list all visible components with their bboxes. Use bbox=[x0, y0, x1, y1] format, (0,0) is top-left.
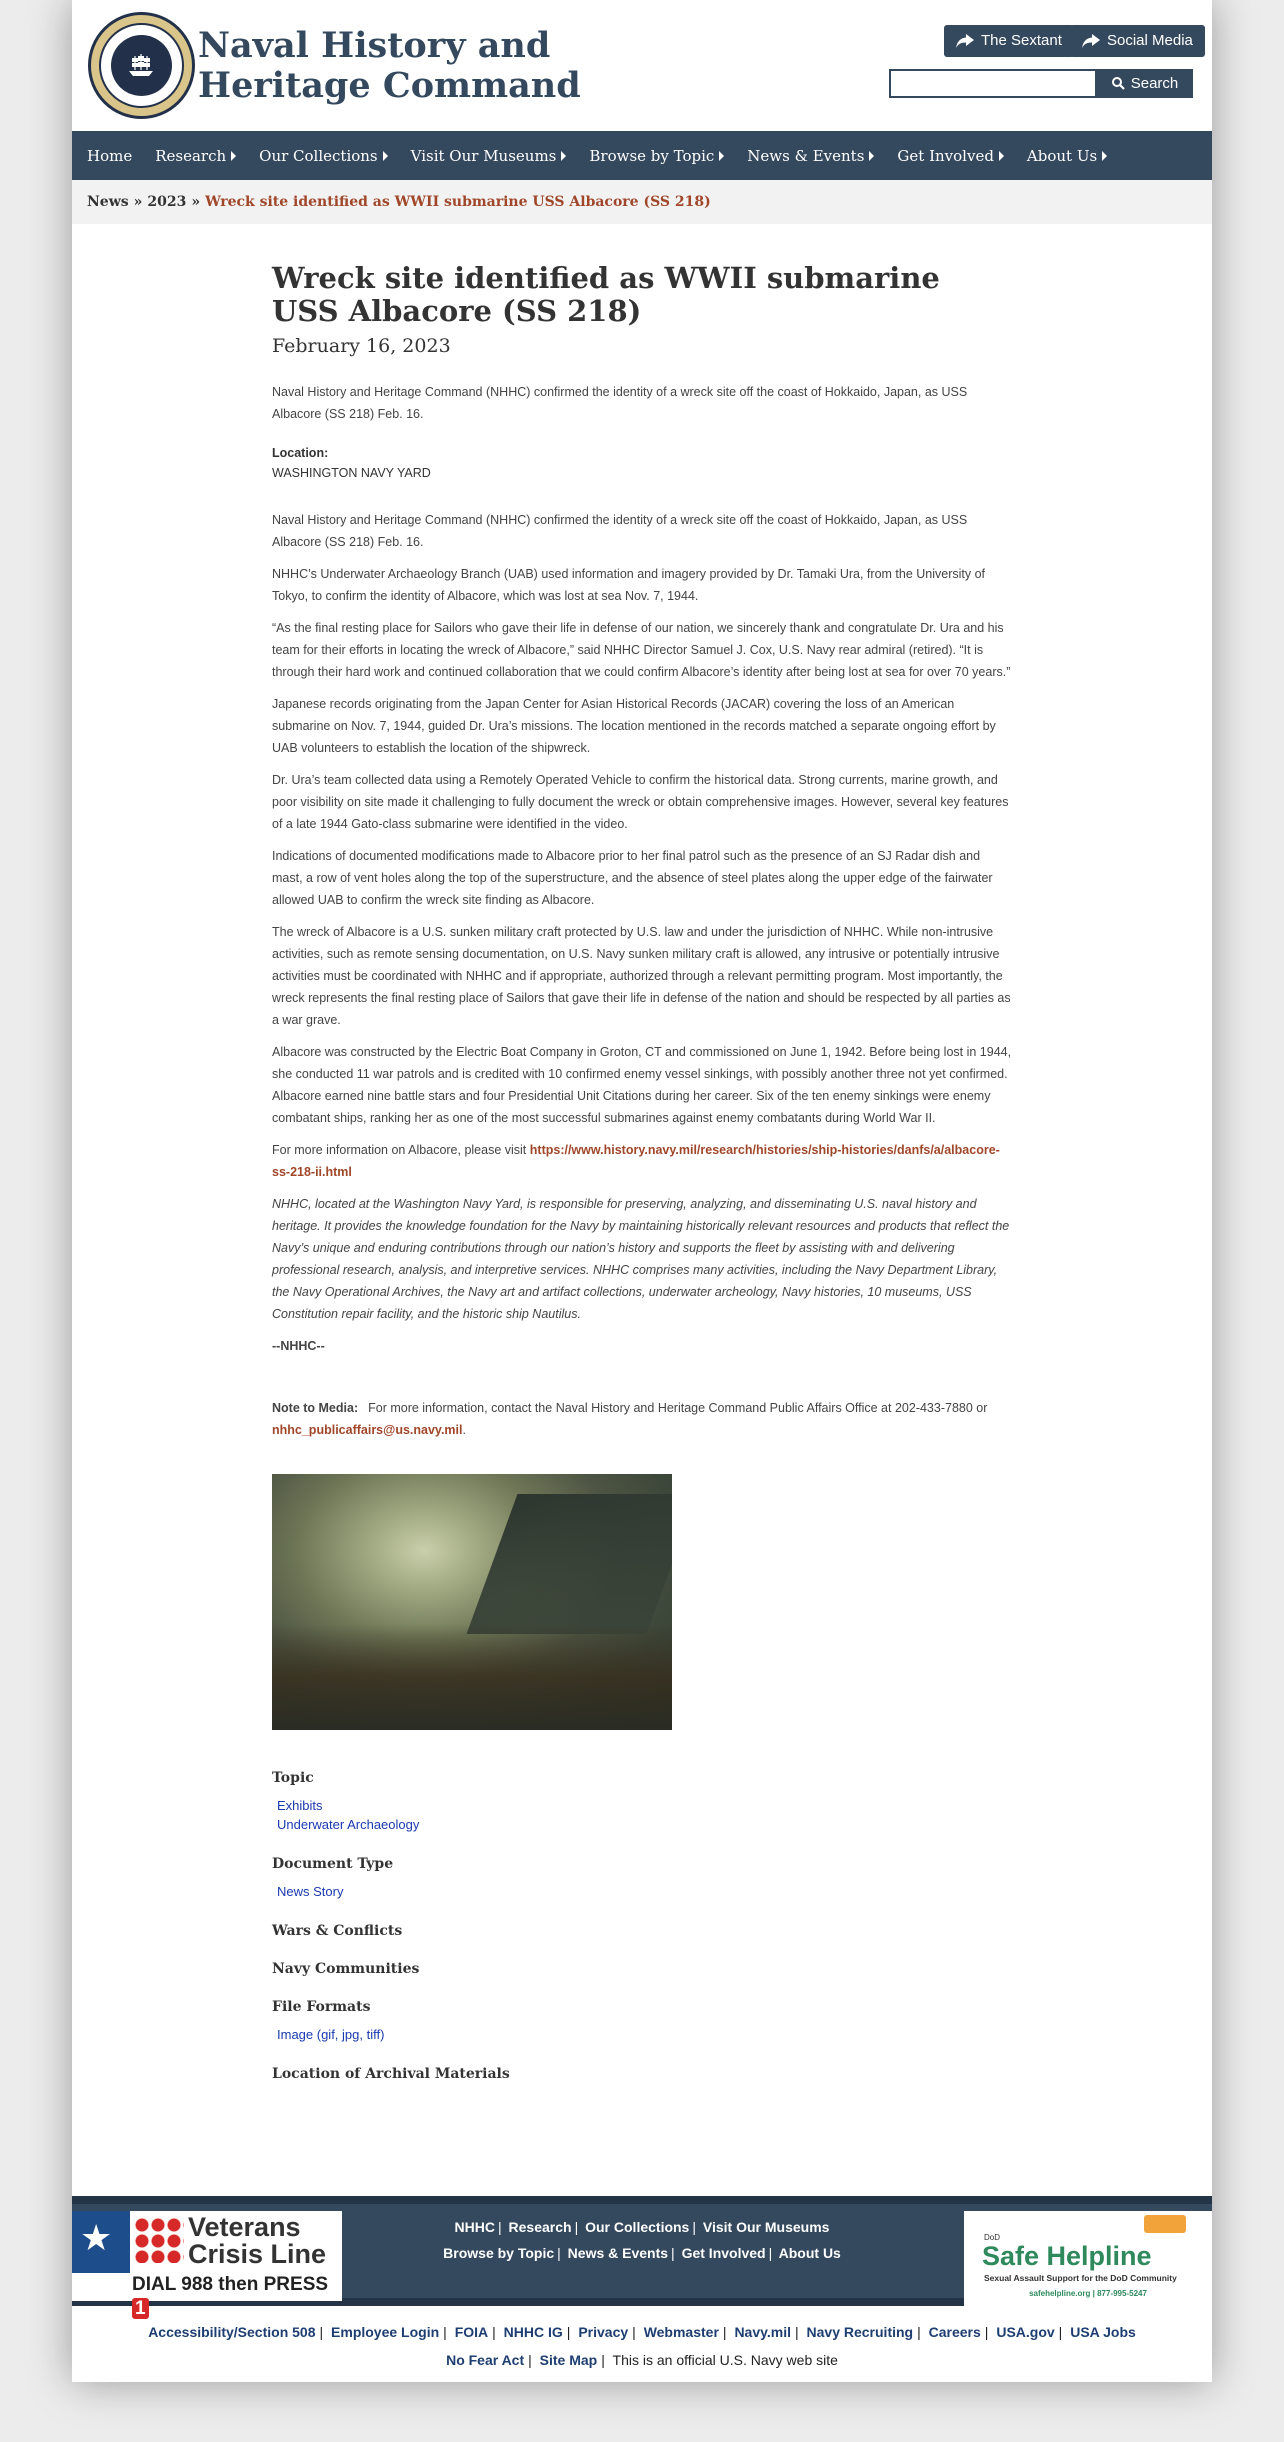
search-icon bbox=[1112, 77, 1125, 90]
search-button-label: Search bbox=[1130, 75, 1179, 92]
location-value: WASHINGTON NAVY YARD bbox=[272, 466, 431, 480]
wreck-photo[interactable] bbox=[272, 1474, 672, 1730]
signoff: --NHHC-- bbox=[272, 1339, 325, 1353]
dots-graphic bbox=[134, 2217, 184, 2263]
topic-link-underwater-archaeology[interactable]: Underwater Archaeology bbox=[277, 1817, 420, 1832]
ship-icon bbox=[127, 53, 155, 77]
article bbox=[272, 262, 1012, 2092]
footer-link-news-events[interactable]: News & Events bbox=[567, 2245, 669, 2261]
topic-heading: Topic bbox=[272, 1770, 314, 1786]
caret-right-icon bbox=[999, 151, 1004, 161]
about-nhhc: NHHC, located at the Washington Navy Yard, is responsible for preserving, analyzing, and disseminating U.S. naval history and heritage. It provides the knowledge foundation for the Navy by maintaining historically relevant resources and products that reflect the Navy’s unique and enduring contributions through our nation’s history and supports the fleet by assisting with and delivering professional research, analysis, and interpretive services. NHHC comprises many activities, including the Navy Department Library, the Navy Operational Archives, the Navy art and artifact collections, underwater archeology, Navy histories, 10 museums, USS Constitution repair facility, and the historic ship Nautilus. bbox=[272, 1197, 1010, 1321]
nav-item-visit-our-museums[interactable]: Visit Our Museums bbox=[411, 147, 567, 165]
breadcrumb: News » 2023 » Wreck site identified as WWII submarine USS Albacore (SS 218) bbox=[72, 180, 1212, 224]
veterans-crisis-line-banner[interactable]: ★ Veterans Crisis Line DIAL 988 then PRESS 1 bbox=[72, 2211, 342, 2301]
article-paragraph: Dr. Ura’s team collected data using a Remotely Operated Vehicle to confirm the historical data. Strong currents, marine growth, and poor visibility on site made it challenging to fully document the wreck or obtain comprehensive images. However, several key features of a late 1944 Gato-class submarine were identified in the video. bbox=[272, 773, 1009, 831]
footer-link-our-collections[interactable]: Our Collections bbox=[585, 2219, 690, 2235]
footer-nav: NHHC | Research | Our Collections | Visit Our Museums Browse by Topic | News & Events | Get Involved | About Us bbox=[443, 2219, 841, 2261]
albacore-history-link[interactable]: https://www.history.navy.mil/research/histories/ship-histories/danfs/a/albacore-ss-218-ii.html bbox=[272, 1143, 1000, 1179]
search-button[interactable] bbox=[1097, 69, 1193, 98]
navy-communities-heading: Navy Communities bbox=[272, 1961, 420, 1977]
legal-link-accessibility[interactable]: Accessibility/Section 508 bbox=[148, 2324, 316, 2340]
footer-link-visit-our-museums[interactable]: Visit Our Museums bbox=[702, 2219, 830, 2235]
footer-bar bbox=[72, 2196, 1212, 2319]
search-input[interactable] bbox=[889, 69, 1097, 98]
legal-link-no-fear-act[interactable]: No Fear Act bbox=[446, 2352, 525, 2368]
caret-right-icon bbox=[561, 151, 566, 161]
caret-right-icon bbox=[231, 151, 236, 161]
article-paragraph: NHHC’s Underwater Archaeology Branch (UAB) used information and imagery provided by Dr. Tamaki Ura, from the University of Tokyo, to confirm the identity of Albacore, which was lost at sea Nov. 7, 1944. bbox=[272, 567, 986, 603]
safe-helpline-banner[interactable]: DoD Safe Helpline Sexual Assault Support for the DoD Community safehelpline.org | 877-995-5247 bbox=[964, 2211, 1212, 2307]
note-to-media: Note to Media: For more information, contact the Naval History and Heritage Command Public Affairs Office at 202-433-7880 or nhhc_publicaffairs@us.navy.mil. bbox=[272, 1401, 988, 1437]
article-paragraph: Japanese records originating from the Japan Center for Asian Historical Records (JACAR) covering the loss of an American submarine on Nov. 7, 1944, guided Dr. Ura’s missions. The location mentioned in the records matched a separate ongoing effort by UAB volunteers to establish the location of the shipwreck. bbox=[272, 697, 996, 755]
location-label: Location: bbox=[272, 446, 329, 460]
article-title: Wreck site identified as WWII submarine USS Albacore (SS 218) bbox=[272, 261, 940, 328]
legal-link-navy-recruiting[interactable]: Navy Recruiting bbox=[806, 2324, 914, 2340]
legal-link-privacy[interactable]: Privacy bbox=[578, 2324, 629, 2340]
article-paragraph: The wreck of Albacore is a U.S. sunken military craft protected by U.S. law and under the jurisdiction of NHHC. While non-intrusive activities, such as remote sensing documentation, on U.S. Navy sunken military craft is allowed, any intrusive or potentially intrusive activities must be coordinated with NHHC and if appropriate, authorized through a relevant permitting program. Most importantly, the wreck represents the final resting place of Sailors that gave their life in defense of the nation and should be respected by all parties as a war grave. bbox=[272, 925, 1011, 1027]
share-arrow-icon bbox=[1082, 34, 1100, 48]
public-affairs-email-link[interactable]: nhhc_publicaffairs@us.navy.mil bbox=[272, 1423, 463, 1437]
topic-link-exhibits[interactable]: Exhibits bbox=[277, 1798, 323, 1813]
legal-links: Accessibility/Section 508 | Employee Login | FOIA | NHHC IG | Privacy | Webmaster | Navy.mil | Navy Recruiting | Careers | USA.gov | USA Jobs No Fear Act | Site Map | This is an official U.S. Navy web site bbox=[148, 2324, 1136, 2368]
main-nav bbox=[72, 131, 1212, 180]
document-type-heading: Document Type bbox=[272, 1856, 394, 1872]
nav-item-our-collections[interactable]: Our Collections bbox=[259, 147, 388, 165]
legal-link-usa-jobs[interactable]: USA Jobs bbox=[1070, 2324, 1136, 2340]
article-paragraph: “As the final resting place for Sailors who gave their life in defense of our nation, we sincerely thank and congratulate Dr. Ura and his team for their efforts in locating the wreck of Albacore,” said NHHC Director Samuel J. Cox, U.S. Navy rear admiral (retired). “It is through their hard work and continued collaboration that we could confirm Albacore’s identity after being lost at sea for over 70 years.” bbox=[272, 621, 1011, 679]
nav-item-news-events[interactable]: News & Events bbox=[747, 147, 874, 165]
article-lead: Naval History and Heritage Command (NHHC) confirmed the identity of a wreck site off the coast of Hokkaido, Japan, as USS Albacore (SS 218) Feb. 16. bbox=[272, 385, 968, 421]
format-link-image[interactable]: Image (gif, jpg, tiff) bbox=[277, 2027, 385, 2042]
nav-item-about-us[interactable]: About Us bbox=[1027, 147, 1107, 165]
sextant-button-label: The Sextant bbox=[981, 32, 1062, 49]
speech-bubble-icon bbox=[1144, 2215, 1186, 2233]
nav-item-research[interactable]: Research bbox=[155, 147, 236, 165]
doctype-link-news-story[interactable]: News Story bbox=[277, 1884, 344, 1899]
caret-right-icon bbox=[1102, 151, 1107, 161]
sextant-button[interactable] bbox=[944, 25, 1074, 57]
breadcrumb-news[interactable]: News bbox=[87, 194, 129, 210]
more-info-paragraph: For more information on Albacore, please visit https://www.history.navy.mil/research/histories/ship-histories/danfs/a/albacore-ss-218-ii.html bbox=[272, 1143, 1000, 1179]
page bbox=[72, 0, 1212, 2382]
breadcrumb-2023[interactable]: 2023 bbox=[147, 194, 187, 210]
legal-link-usa-gov[interactable]: USA.gov bbox=[996, 2324, 1055, 2340]
article-date: February 16, 2023 bbox=[272, 335, 451, 357]
article-paragraph: Indications of documented modifications made to Albacore prior to her final patrol such as the presence of an SJ Radar dish and mast, a row of vent holes along the top of the superstructure, and the absence of steel plates along the upper edge of the fairwater allowed UAB to confirm the wreck site finding as Albacore. bbox=[272, 849, 993, 907]
legal-link-nhhc-ig[interactable]: NHHC IG bbox=[503, 2324, 563, 2340]
archival-location-heading: Location of Archival Materials bbox=[272, 2066, 510, 2082]
note-label: Note to Media: bbox=[272, 1401, 359, 1415]
nav-item-home[interactable]: Home bbox=[87, 146, 133, 165]
footer-link-get-involved[interactable]: Get Involved bbox=[681, 2245, 766, 2261]
footer-link-about-us[interactable]: About Us bbox=[778, 2245, 841, 2261]
site-title[interactable]: Naval History and Heritage Command bbox=[198, 25, 581, 106]
footer-link-nhhc[interactable]: NHHC bbox=[454, 2219, 495, 2235]
social-media-button[interactable] bbox=[1070, 25, 1205, 57]
legal-link-employee-login[interactable]: Employee Login bbox=[331, 2324, 440, 2340]
site-header bbox=[72, 0, 1212, 131]
legal-link-foia[interactable]: FOIA bbox=[454, 2324, 489, 2340]
nav-item-browse-by-topic[interactable]: Browse by Topic bbox=[589, 147, 724, 165]
article-paragraph: Albacore was constructed by the Electric Boat Company in Groton, CT and commissioned on June 1, 1942. Before being lost in 1944, she conducted 11 war patrols and is credited with 10 confirmed enemy vessel sinkings, with possibly another three not yet confirmed. Albacore earned nine battle stars and four Presidential Unit Citations during her career. Six of the ten enemy sinkings were enemy combatant ships, ranking her as one of the most successful submarines against enemy combatants during World War II. bbox=[272, 1045, 1012, 1125]
share-arrow-icon bbox=[956, 34, 974, 48]
official-site-notice: This is an official U.S. Navy web site bbox=[612, 2352, 838, 2368]
legal-link-webmaster[interactable]: Webmaster bbox=[643, 2324, 719, 2340]
nhhc-seal-logo[interactable] bbox=[88, 12, 195, 119]
legal-link-careers[interactable]: Careers bbox=[928, 2324, 981, 2340]
footer-link-research[interactable]: Research bbox=[508, 2219, 572, 2235]
footer-link-browse-by-topic[interactable]: Browse by Topic bbox=[443, 2245, 555, 2261]
nav-item-get-involved[interactable]: Get Involved bbox=[897, 147, 1004, 165]
caret-right-icon bbox=[719, 151, 724, 161]
wars-conflicts-heading: Wars & Conflicts bbox=[272, 1923, 403, 1939]
legal-link-navy-mil[interactable]: Navy.mil bbox=[734, 2324, 791, 2340]
file-formats-heading: File Formats bbox=[272, 1999, 371, 2015]
social-media-button-label: Social Media bbox=[1107, 32, 1193, 49]
caret-right-icon bbox=[869, 151, 874, 161]
legal-link-site-map[interactable]: Site Map bbox=[539, 2352, 598, 2368]
article-paragraph: Naval History and Heritage Command (NHHC) confirmed the identity of a wreck site off the coast of Hokkaido, Japan, as USS Albacore (SS 218) Feb. 16. bbox=[272, 513, 968, 549]
breadcrumb-current: Wreck site identified as WWII submarine USS Albacore (SS 218) bbox=[205, 194, 711, 210]
star-icon: ★ bbox=[80, 2218, 113, 2259]
caret-right-icon bbox=[383, 151, 388, 161]
